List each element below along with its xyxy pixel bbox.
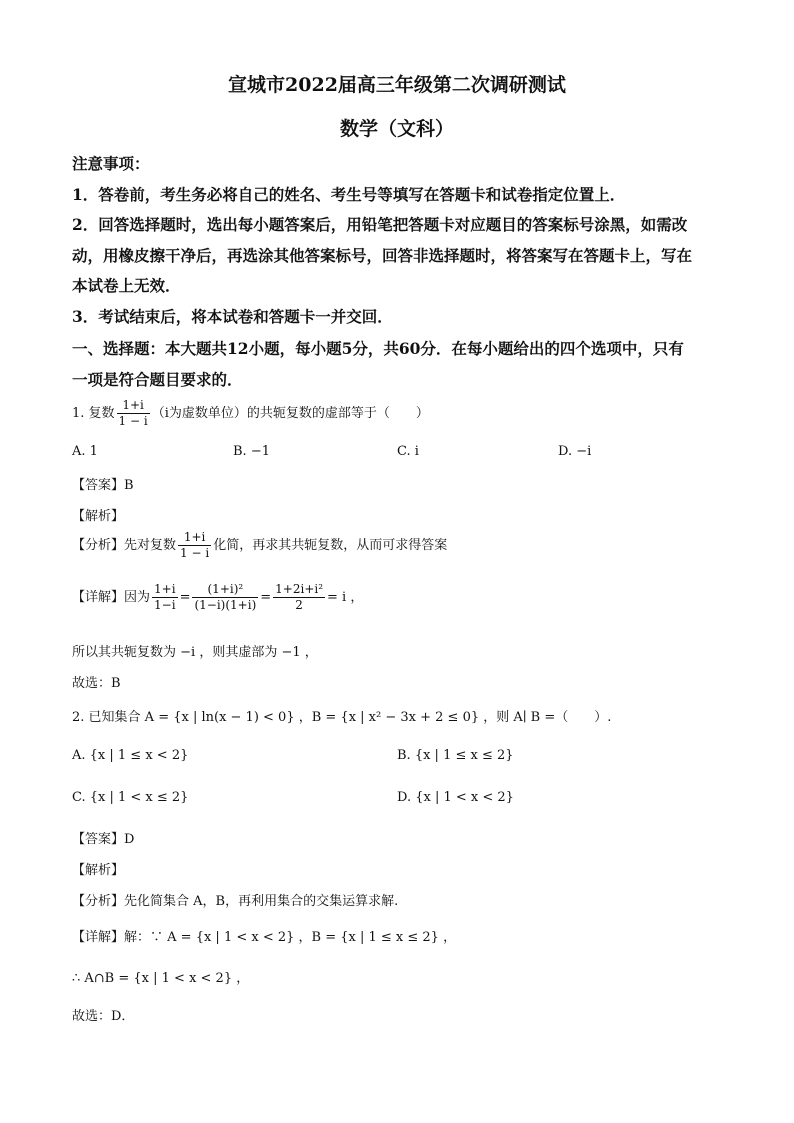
q1-eq-frac-c [273,582,325,613]
q1-xiangjie-tag: 【详解】 [72,590,125,605]
q1-answer: B [124,478,134,493]
q1-eq-b-den: (1−i)(1+i) [194,598,257,612]
q1-fenxi-fraction [178,530,211,561]
q1-eq-c-num: 1+2i+i² [275,582,324,596]
q1-xiangjie-pre: 因为 [124,590,151,605]
q2-xiangjie-tag: 【详解】 [72,930,125,945]
notice-item-1: 1．答卷前，考生务必将自己的姓名、考生号等填写在答题卡和试卷指定位置上． [72,185,626,204]
q1-fenxi-line [72,530,447,561]
section-1-line-1: 一、选择题：本大题共12小题，每小题5分，共60分．在每小题给出的四个选项中，只有 [72,339,684,358]
q2-option-d: D. {x | 1 < x < 2} [397,790,514,805]
q1-fenxi-num: 1+i [178,530,211,546]
q2-detail-line-2: ∴ A∩B = {x | 1 < x < 2} ， [72,971,250,986]
q1-fenxi-post: 化简，再求其共轭复数，从而可求得答案 [213,538,448,553]
q1-option-a: A. 1 [72,444,98,459]
notice-heading: 注意事项： [72,154,150,173]
q2-answer: D [124,832,135,847]
q2-answer-line [72,828,134,847]
q1-eq-sign-2: = [260,590,272,605]
q1-eq-frac-b [192,582,258,613]
q1-eq-b-num: (1+i)² [192,582,258,598]
notice-item-2-line-1: 2．回答选择题时，选出每小题答案后，用铅笔把答题卡对应题目的答案标号涂黑，如需改 [72,215,688,234]
q2-xiangjie: 解：∵ A = {x | 1 < x < 2} ，B = {x | 1 ≤ x ≤ 2} ， [124,930,457,945]
notice-item-3: 3．考试结束后，将本试卷和答题卡一并交回． [72,307,393,326]
q2-option-b: B. {x | 1 ≤ x ≤ 2} [397,748,514,763]
q2-fenxi: 先化简集合 A，B，再利用集合的交集运算求解. [124,894,399,909]
q1-frac-den: 1 − i [118,414,148,428]
q1-answer-line [72,474,134,493]
q2-jiexi: 【解析】 [72,863,125,878]
q2-detail-line-3: 故选：D． [72,1009,135,1024]
q1-fenxi-pre: 先对复数 [124,538,177,553]
q1-eq-a-num: 1+i [154,582,176,596]
q1-detail-line-3: 故选：B [72,676,121,691]
q1-eq-c-den: 2 [295,598,303,612]
q2-answer-tag: 【答案】 [72,832,125,847]
page-title: 宣城市2022届高三年级第二次调研测试 [228,74,566,96]
q2-option-a: A. {x | 1 ≤ x < 2} [72,748,189,763]
q1-frac-num: 1+i [117,398,150,414]
q1-answer-tag: 【答案】 [72,478,125,493]
q1-eq-tail: = i ， [327,590,364,605]
q1-fraction [117,398,150,429]
page-subtitle: 数学（文科） [339,118,454,140]
notice-item-2-line-2: 动，用橡皮擦干净后，再选涂其他答案标号，回答非选择题时，将答案写在答题卡上，写在 [72,246,693,265]
notice-item-2-line-3: 本试卷上无效． [72,276,181,295]
q2-fenxi-tag: 【分析】 [72,894,125,909]
q1-prefix: 1. 复数 [72,406,115,421]
q1-stem [72,398,429,429]
q1-jiexi: 【解析】 [72,509,125,524]
q2-fenxi-line [72,890,398,909]
q2-xiangjie-line [72,926,456,945]
q1-eq-a-den: 1−i [154,598,176,612]
q1-option-d: D. −i [558,444,592,459]
q1-option-c: C. i [397,444,419,459]
q1-fenxi-tag: 【分析】 [72,538,125,553]
q1-suffix: （i为虚数单位）的共轭复数的虚部等于（ ） [151,406,429,421]
q1-eq-frac-a [152,582,178,613]
q1-option-b: B. −1 [233,444,270,459]
section-1-line-2: 一项是符合题目要求的． [72,370,243,389]
q1-fenxi-den: 1 − i [180,546,210,560]
q1-eq-sign-1: = [179,590,191,605]
q1-detail-line-2: 所以其共轭复数为 −i ，则其虚部为 −1 ， [72,645,318,660]
q1-xiangjie-line [72,582,363,613]
q2-option-c: C. {x | 1 < x ≤ 2} [72,790,189,805]
q2-stem: 2. 已知集合 A = {x | ln(x − 1) < 0} ，B = {x | x² − 3x + 2 ≤ 0} ，则 A∣ B =（ ）. [72,710,612,725]
